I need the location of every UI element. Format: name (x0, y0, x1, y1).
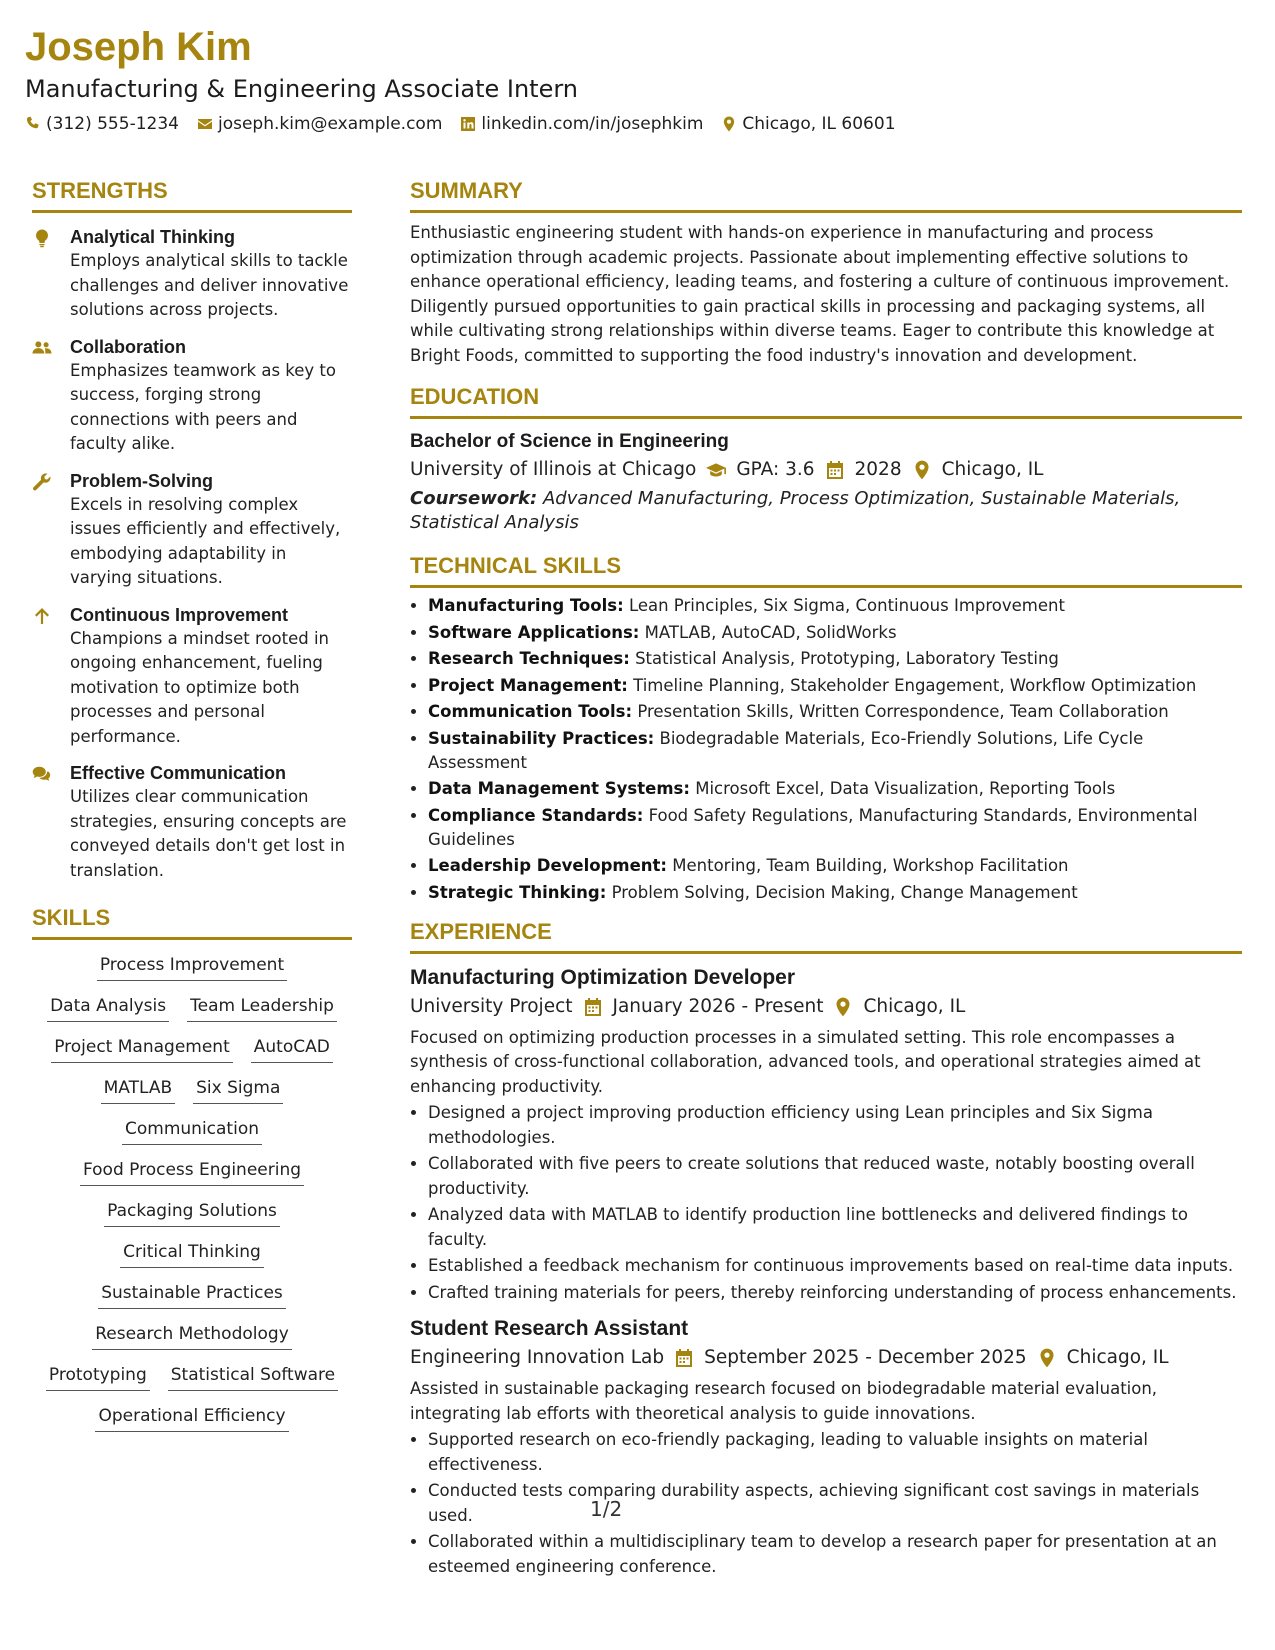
list-item: • Analyzed data with MATLAB to identify production line bottlenecks and delivered findings to faculty. (428, 1203, 1242, 1252)
list-item: • Manufacturing Tools: Lean Principles, Six Sigma, Continuous Improvement (428, 594, 1242, 618)
strengths-heading: STRENGTHS (32, 178, 168, 203)
technical-skills-section (410, 551, 1242, 905)
strength-title: Effective Communication (70, 763, 287, 783)
phone-icon (25, 116, 41, 132)
candidate-name: Joseph Kim (25, 25, 252, 69)
skill-tag: Team Leadership (187, 995, 337, 1022)
contact-phone (25, 112, 179, 136)
strength-title: Problem-Solving (70, 470, 214, 491)
arrow-up-icon (32, 606, 52, 626)
skill-tag: Data Analysis (47, 995, 169, 1022)
contact-linkedin[interactable] (460, 112, 703, 136)
strengths-section (32, 176, 352, 883)
experience-heading: EXPERIENCE (410, 918, 552, 944)
graduation-cap-icon (706, 460, 726, 480)
coursework-label: Coursework: (410, 488, 538, 509)
contact-location (721, 112, 895, 136)
strength-description: Emphasizes teamwork as key to success, forging strong connections with peers and faculty alike. (70, 360, 336, 453)
list-item: • Sustainability Practices: Biodegradable Materials, Eco-Friendly Solutions, Life Cycle Assessment (428, 727, 1242, 775)
job-org: Engineering Innovation Lab (410, 1347, 665, 1368)
job-location: Chicago, IL (1066, 1347, 1169, 1368)
section-divider (32, 937, 352, 940)
list-item: • Compliance Standards: Food Safety Regulations, Manufacturing Standards, Environmental Guidelines (428, 804, 1242, 852)
gpa-text: GPA: 3.6 (736, 459, 815, 480)
job-entry (410, 964, 1242, 1306)
skill-tag: MATLAB (101, 1077, 176, 1104)
strength-title: Continuous Improvement (70, 604, 289, 625)
job-title: Student Research Assistant (410, 1317, 689, 1340)
skills-section (32, 903, 352, 1432)
contact-location-text: Chicago, IL 60601 (742, 114, 896, 134)
contact-email[interactable] (197, 112, 442, 136)
contact-linkedin-text[interactable]: linkedin.com/in/josephkim (481, 114, 704, 134)
lightbulb-icon (32, 228, 52, 248)
job-org: University Project (410, 995, 573, 1017)
skills-heading: SKILLS (32, 905, 111, 930)
job-location: Chicago, IL (863, 995, 966, 1017)
skill-tag: Critical Thinking (120, 1241, 264, 1268)
summary-heading: SUMMARY (410, 178, 523, 203)
education-meta (410, 455, 1242, 485)
graduation-year: 2028 (854, 459, 902, 480)
map-marker-icon (833, 997, 853, 1017)
skill-tag: Project Management (51, 1036, 233, 1063)
job-meta (410, 1343, 1242, 1373)
job-entry (410, 1315, 1242, 1579)
list-item: • Data Management Systems: Microsoft Excel, Data Visualization, Reporting Tools (428, 777, 1242, 801)
strength-description: Champions a mindset rooted in ongoing enhancement, fueling motivation to optimize both processes and personal performance. (70, 628, 330, 746)
envelope-icon (197, 116, 213, 132)
linkedin-icon (460, 116, 476, 132)
list-item: • Designed a project improving production efficiency using Lean principles and Six Sigma methodologies. (428, 1101, 1242, 1150)
right-column (410, 176, 1242, 1581)
users-icon (32, 338, 52, 358)
skill-tag: Sustainable Practices (98, 1282, 286, 1309)
list-item: • Research Techniques: Statistical Analysis, Prototyping, Laboratory Testing (428, 647, 1242, 671)
job-dates: January 2026 - Present (612, 995, 824, 1017)
strength-item (32, 225, 352, 323)
calendar-icon (583, 997, 603, 1017)
skill-tag: Operational Efficiency (95, 1405, 288, 1432)
skill-tag: Communication (122, 1118, 262, 1145)
map-marker-icon (912, 460, 932, 480)
section-divider (32, 210, 352, 213)
list-item: • Supported research on eco-friendly packaging, leading to valuable insights on material effectiveness. (428, 1428, 1242, 1477)
degree-title: Bachelor of Science in Engineering (410, 431, 729, 452)
list-item: • Conducted tests comparing durability aspects, achieving significant cost savings in materials used. (428, 1479, 1242, 1528)
contact-email-text[interactable]: joseph.kim@example.com (217, 114, 443, 134)
list-item: • Collaborated with five peers to create solutions that reduced waste, notably boosting overall productivity. (428, 1152, 1242, 1201)
summary-text: Enthusiastic engineering student with hands-on experience in manufacturing and process optimization through academic projects. Passionate about implementing effective solutions to enhance operational efficiency, leading teams, and fostering a culture of continuous improvement. Diligently pursued opportunities to gain practical skills in processing and packaging systems, all while cultivating strong relationships within diverse teams. Eager to contribute this knowledge at Bright Foods, committed to supporting the food industry's innovation and development. (410, 223, 1230, 365)
comments-icon (32, 764, 52, 784)
resume-header (25, 22, 1245, 136)
skill-tag: Food Process Engineering (80, 1159, 304, 1186)
summary-section (410, 176, 1242, 368)
skill-tag: Statistical Software (168, 1364, 338, 1391)
job-dates: September 2025 - December 2025 (704, 1347, 1027, 1368)
list-item: • Communication Tools: Presentation Skills, Written Correspondence, Team Collaboration (428, 700, 1242, 724)
map-marker-icon (1037, 1348, 1057, 1368)
wrench-icon (32, 472, 52, 492)
strength-item (32, 603, 352, 750)
strength-item (32, 761, 352, 883)
contact-row (25, 112, 1245, 136)
section-divider (410, 210, 1242, 213)
strength-title: Analytical Thinking (70, 227, 236, 247)
job-meta (410, 992, 1242, 1022)
list-item: • Crafted training materials for peers, thereby reinforcing understanding of process enhancements. (428, 1281, 1242, 1306)
strength-description: Utilizes clear communication strategies, ensuring concepts are conveyed details don't get lost in translation. (70, 787, 347, 880)
coursework-list: Advanced Manufacturing, Process Optimization, Sustainable Materials, Statistical Analysis (410, 488, 1181, 533)
page-number: 1/2 (590, 1497, 623, 1521)
skill-tag: Six Sigma (193, 1077, 283, 1104)
skill-tag: AutoCAD (251, 1036, 333, 1063)
candidate-title: Manufacturing & Engineering Associate Intern (25, 75, 578, 103)
left-column (32, 176, 352, 1432)
coursework (410, 487, 1242, 535)
education-section (410, 382, 1242, 535)
list-item: • Established a feedback mechanism for continuous improvements based on real-time data inputs. (428, 1254, 1242, 1279)
job-bullets (410, 1428, 1242, 1579)
school-name: University of Illinois at Chicago (410, 459, 697, 480)
calendar-icon (674, 1348, 694, 1368)
education-heading: EDUCATION (410, 384, 540, 409)
skill-tag: Process Improvement (97, 954, 287, 981)
list-item: • Project Management: Timeline Planning, Stakeholder Engagement, Workflow Optimization (428, 674, 1242, 698)
calendar-icon (825, 460, 845, 480)
experience-section (410, 917, 1242, 1580)
skill-tag: Research Methodology (92, 1323, 292, 1350)
job-bullets (410, 1101, 1242, 1305)
strength-title: Collaboration (70, 336, 186, 357)
job-description: Assisted in sustainable packaging research focused on biodegradable material evaluation, integrating lab efforts with theoretical analysis to guide innovations. (410, 1379, 1158, 1423)
list-item: • Strategic Thinking: Problem Solving, Decision Making, Change Management (428, 881, 1242, 905)
strength-item (32, 335, 352, 457)
skill-tag: Packaging Solutions (104, 1200, 280, 1227)
list-item: • Leadership Development: Mentoring, Team Building, Workshop Facilitation (428, 854, 1242, 878)
section-divider (410, 585, 1242, 588)
list-item: • Software Applications: MATLAB, AutoCAD, SolidWorks (428, 621, 1242, 645)
map-marker-icon (721, 116, 737, 132)
school-location: Chicago, IL (941, 459, 1044, 480)
strength-description: Employs analytical skills to tackle challenges and deliver innovative solutions across projects. (70, 251, 349, 319)
job-description: Focused on optimizing production processes in a simulated setting. This role encompasses a synthesis of cross-functional collaboration, advanced tools, and operational strategies aimed at enhancing productivity. (410, 1027, 1201, 1096)
strength-item (32, 469, 352, 591)
technical-skills-list (410, 594, 1242, 905)
list-item: • Collaborated within a multidisciplinary team to develop a research paper for presentation at an esteemed engineering conference. (428, 1530, 1242, 1579)
skill-tag: Prototyping (46, 1364, 150, 1391)
skills-list (32, 954, 352, 1432)
section-divider (410, 951, 1242, 954)
job-title: Manufacturing Optimization Developer (410, 965, 796, 989)
section-divider (410, 416, 1242, 419)
technical-skills-heading: TECHNICAL SKILLS (410, 553, 622, 578)
strength-description: Excels in resolving complex issues efficiently and effectively, embodying adaptability in varying situations. (70, 494, 341, 587)
contact-phone-text: (312) 555-1234 (46, 114, 179, 134)
